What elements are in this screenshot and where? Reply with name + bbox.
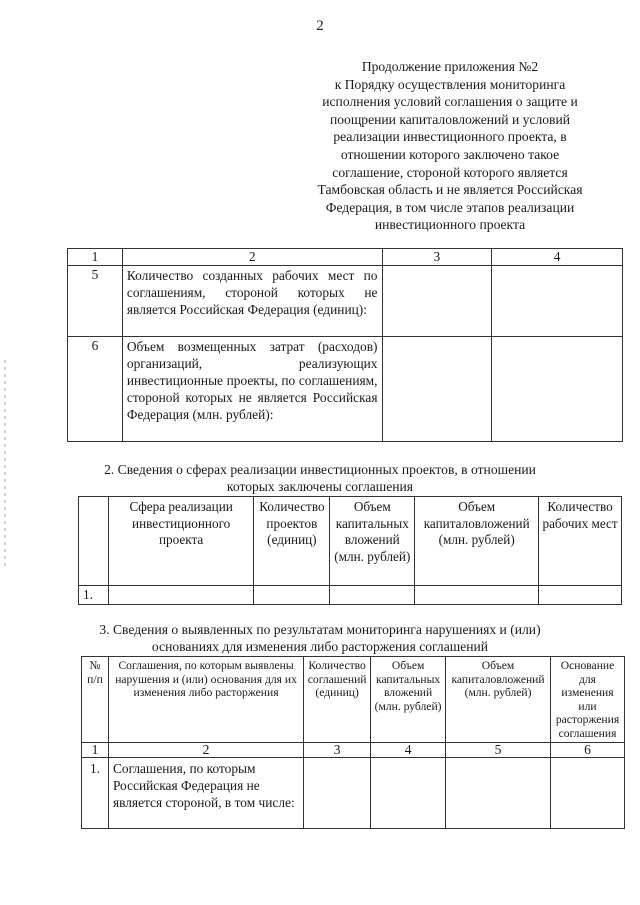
table-row xyxy=(82,758,625,829)
row-description: Объем возмещенных затрат (расходов) организаций, реализующих инвестиционные проекты, по соглашениям, стороной которых не является Российская Федерация (млн. рублей): xyxy=(122,337,382,442)
value-cell[interactable] xyxy=(415,586,539,605)
appendix-line: Продолжение приложения №2 xyxy=(361,59,539,74)
value-cell[interactable] xyxy=(108,586,254,605)
appendix-line: реализации инвестиционного проекта, в xyxy=(333,129,567,145)
value-cell[interactable] xyxy=(382,266,492,337)
table-row xyxy=(79,586,622,605)
column-number: 4 xyxy=(371,743,446,758)
column-number: 1 xyxy=(82,743,109,758)
row-description: Соглашения, по которым Российская Федерация не является стороной, в том числе: xyxy=(108,758,303,829)
value-cell[interactable] xyxy=(330,586,415,605)
table-indicators xyxy=(67,248,623,442)
appendix-line: Тамбовская область и не является Российская xyxy=(317,182,583,198)
value-cell[interactable] xyxy=(371,758,446,829)
row-number: 5 xyxy=(68,266,123,337)
column-number: 2 xyxy=(108,743,303,758)
value-cell[interactable] xyxy=(382,337,492,442)
column-numbers-row xyxy=(82,743,625,758)
section2-heading xyxy=(0,461,640,495)
column-header: Сфера реализации инвестиционного проекта xyxy=(108,497,254,586)
heading-line: основаниях для изменения либо расторжения соглашений xyxy=(151,639,489,654)
table-header-row xyxy=(68,249,623,266)
column-number: 4 xyxy=(492,249,623,266)
appendix-line: к Порядку осуществления мониторинга xyxy=(334,76,566,92)
row-number: 1. xyxy=(82,758,109,829)
column-number: 6 xyxy=(551,743,625,758)
column-header: Количество соглашений (единиц) xyxy=(304,657,371,743)
row-number: 6 xyxy=(68,337,123,442)
page-number: 2 xyxy=(316,18,324,34)
value-cell[interactable] xyxy=(254,586,330,605)
column-header: № п/п xyxy=(82,657,109,743)
column-header: Основание для изменения или расторжения соглашения xyxy=(551,657,625,743)
row-number: 1. xyxy=(79,586,109,605)
column-number: 3 xyxy=(304,743,371,758)
column-number: 3 xyxy=(382,249,492,266)
appendix-line: инвестиционного проекта xyxy=(374,217,526,233)
appendix-line: Федерация, в том числе этапов реализации xyxy=(325,199,575,215)
column-number: 1 xyxy=(68,249,123,266)
column-header: Объем капитальных вложений (млн. рублей) xyxy=(330,497,415,586)
heading-line: 3. Сведения о выявленных по результатам мониторинга нарушениях и (или) xyxy=(99,622,541,637)
heading-line: 2. Сведения о сферах реализации инвестиционных проектов, в отношении xyxy=(104,462,536,477)
heading-line: которых заключены соглашения xyxy=(226,479,414,494)
table-row xyxy=(68,337,623,442)
row-description: Количество созданных рабочих мест по соглашениям, стороной которых не является Российская Федерация (единиц): xyxy=(122,266,382,337)
section3-heading xyxy=(0,621,640,655)
value-cell[interactable] xyxy=(492,266,623,337)
value-cell[interactable] xyxy=(304,758,371,829)
table-header-row xyxy=(79,497,622,586)
value-cell[interactable] xyxy=(446,758,551,829)
appendix-line: исполнения условий соглашения о защите и xyxy=(322,94,578,110)
column-header: Количество проектов (единиц) xyxy=(254,497,330,586)
column-header: Объем капитальных вложений (млн. рублей) xyxy=(371,657,446,743)
column-header xyxy=(79,497,109,586)
column-header: Количество рабочих мест xyxy=(539,497,622,586)
column-header: Объем капиталовложений (млн. рублей) xyxy=(415,497,539,586)
table-header-row xyxy=(82,657,625,743)
value-cell[interactable] xyxy=(492,337,623,442)
appendix-line: поощрении капиталовложений и условий xyxy=(329,111,571,127)
table-row xyxy=(68,266,623,337)
appendix-line: отношении которого заключено такое xyxy=(340,146,560,162)
table-violations xyxy=(81,656,625,829)
appendix-line: соглашение, стороной которого является xyxy=(332,164,568,180)
column-header: Соглашения, по которым выявлены нарушения и (или) основания для их изменения либо расторжения xyxy=(108,657,303,743)
column-number: 2 xyxy=(122,249,382,266)
appendix-header xyxy=(280,58,620,234)
table-investment-spheres xyxy=(78,496,622,605)
value-cell[interactable] xyxy=(539,586,622,605)
column-header: Объем капиталовложений (млн. рублей) xyxy=(446,657,551,743)
column-number: 5 xyxy=(446,743,551,758)
value-cell[interactable] xyxy=(551,758,625,829)
